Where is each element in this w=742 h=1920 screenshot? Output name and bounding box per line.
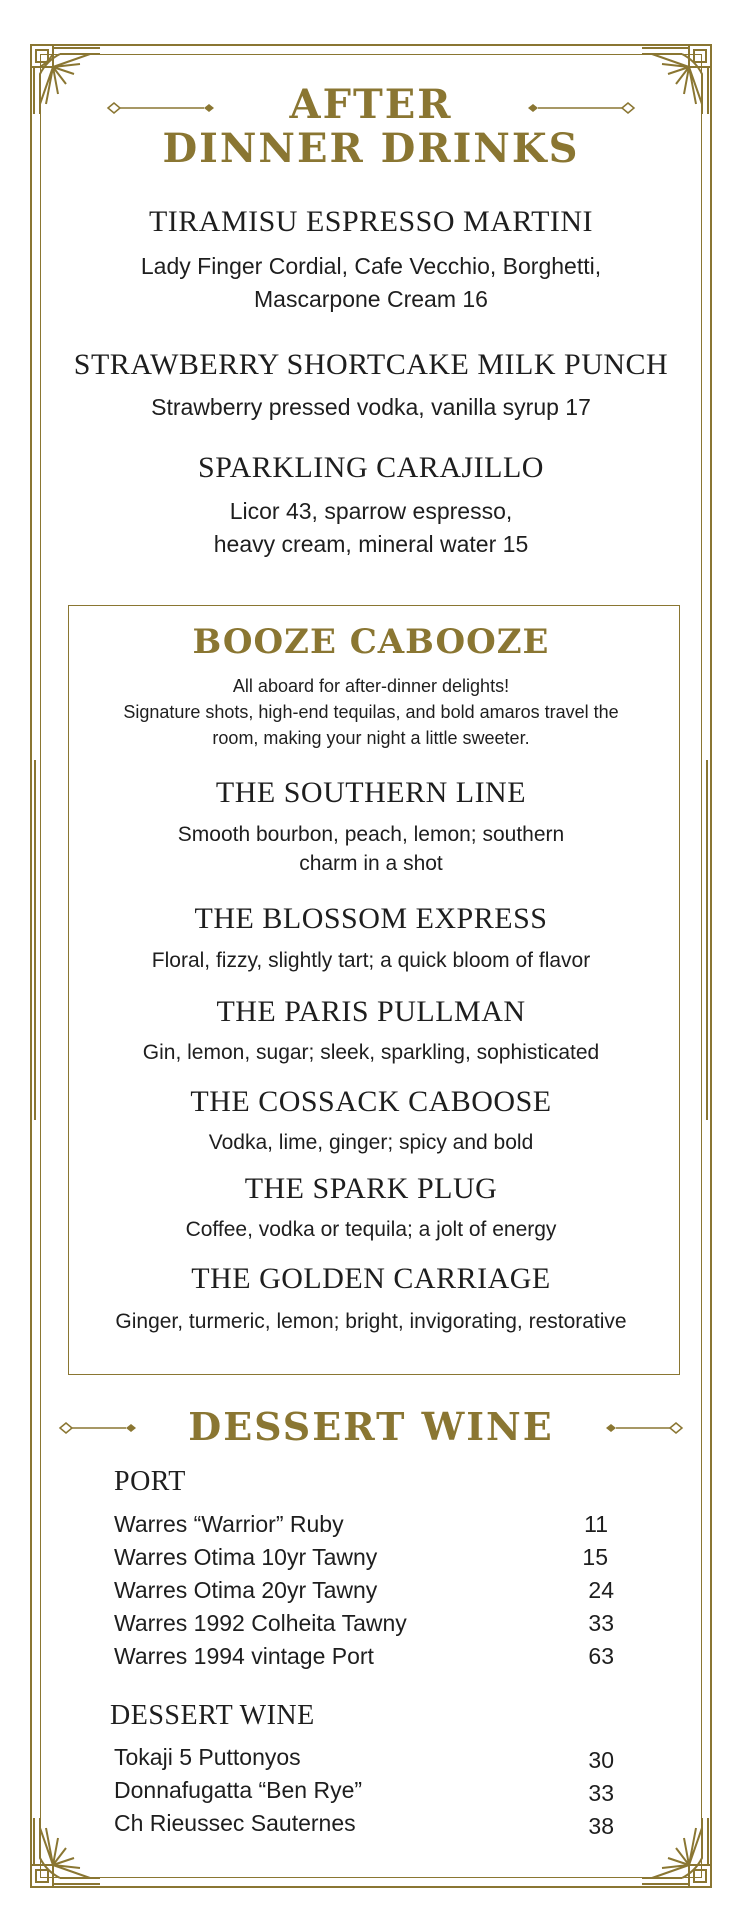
booze-cabooze-title: BOOZE CABOOZE	[192, 622, 550, 662]
list-item	[114, 1741, 614, 1774]
wine-name: Warres 1994 vintage Port	[114, 1643, 374, 1669]
cocktail-name: TIRAMISU ESPRESSO MARTINI	[148, 205, 594, 238]
wine-price: 33	[588, 1780, 614, 1806]
booze-cabooze-intro: Signature shots, high-end tequilas, and bold amaros travel the	[123, 702, 619, 722]
wine-name: Ch Rieussec Sauternes	[114, 1810, 356, 1836]
shot-desc: Coffee, vodka or tequila; a jolt of energy	[185, 1218, 557, 1241]
port-heading: PORT	[114, 1466, 186, 1497]
cocktail-desc: Lady Finger Cordial, Cafe Vecchio, Borghetti,	[140, 253, 602, 279]
shot-desc: Ginger, turmeric, lemon; bright, invigorating, restorative	[115, 1310, 627, 1333]
wine-price: 24	[588, 1577, 614, 1603]
shot-desc: Vodka, lime, ginger; spicy and bold	[208, 1131, 534, 1154]
cocktail-desc: Mascarpone Cream 16	[254, 286, 488, 312]
shot-name: THE PARIS PULLMAN	[216, 995, 526, 1028]
wine-name: Donnafugatta “Ben Rye”	[114, 1777, 363, 1803]
shot-name: THE COSSACK CABOOSE	[190, 1085, 552, 1118]
dessert-wine-heading: DESSERT WINE	[110, 1700, 315, 1731]
shot-name: THE BLOSSOM EXPRESS	[194, 902, 548, 935]
cocktail-desc: heavy cream, mineral water 15	[213, 531, 529, 557]
wine-price: 38	[588, 1813, 614, 1839]
list-item	[114, 1508, 608, 1541]
page-title-line2: DINNER DRINKS	[162, 125, 580, 172]
art-deco-corner-icon	[640, 1816, 712, 1888]
wine-price: 30	[588, 1747, 614, 1773]
list-item	[114, 1640, 614, 1673]
shot-desc: Floral, fizzy, slightly tart; a quick bloom of flavor	[151, 949, 591, 972]
cocktail-desc: Strawberry pressed vodka, vanilla syrup 17	[151, 394, 591, 420]
art-deco-corner-icon	[30, 1816, 102, 1888]
dessert-wine-title: DESSERT WINE	[188, 1404, 554, 1449]
wine-name: Warres 1992 Colheita Tawny	[114, 1610, 407, 1636]
booze-cabooze-intro: All aboard for after-dinner delights!	[232, 676, 510, 696]
shot-desc: charm in a shot	[299, 852, 443, 875]
wine-price: 63	[588, 1643, 614, 1669]
cocktail-name: STRAWBERRY SHORTCAKE MILK PUNCH	[73, 348, 669, 381]
list-item	[114, 1607, 614, 1640]
list-item	[114, 1807, 614, 1840]
shot-name: THE SOUTHERN LINE	[215, 776, 527, 809]
page-title-line1: AFTER	[289, 81, 453, 128]
shot-desc: Smooth bourbon, peach, lemon; southern	[177, 823, 565, 846]
booze-cabooze-intro: room, making your night a little sweeter.	[212, 728, 530, 748]
wine-name: Warres Otima 20yr Tawny	[114, 1577, 378, 1603]
wine-price: 33	[588, 1610, 614, 1636]
wine-price: 11	[584, 1511, 608, 1537]
list-item	[114, 1574, 614, 1607]
wine-name: Tokaji 5 Puttonyos	[114, 1744, 301, 1770]
list-item	[114, 1774, 614, 1807]
wine-name: Warres “Warrior” Ruby	[114, 1511, 344, 1537]
cocktail-name: SPARKLING CARAJILLO	[198, 451, 544, 484]
wine-price: 15	[582, 1544, 608, 1570]
shot-name: THE SPARK PLUG	[244, 1172, 498, 1205]
shot-name: THE GOLDEN CARRIAGE	[191, 1262, 551, 1295]
cocktail-desc: Licor 43, sparrow espresso,	[229, 498, 513, 524]
wine-name: Warres Otima 10yr Tawny	[114, 1544, 378, 1570]
shot-desc: Gin, lemon, sugar; sleek, sparkling, sophisticated	[142, 1041, 600, 1064]
list-item	[114, 1541, 608, 1574]
